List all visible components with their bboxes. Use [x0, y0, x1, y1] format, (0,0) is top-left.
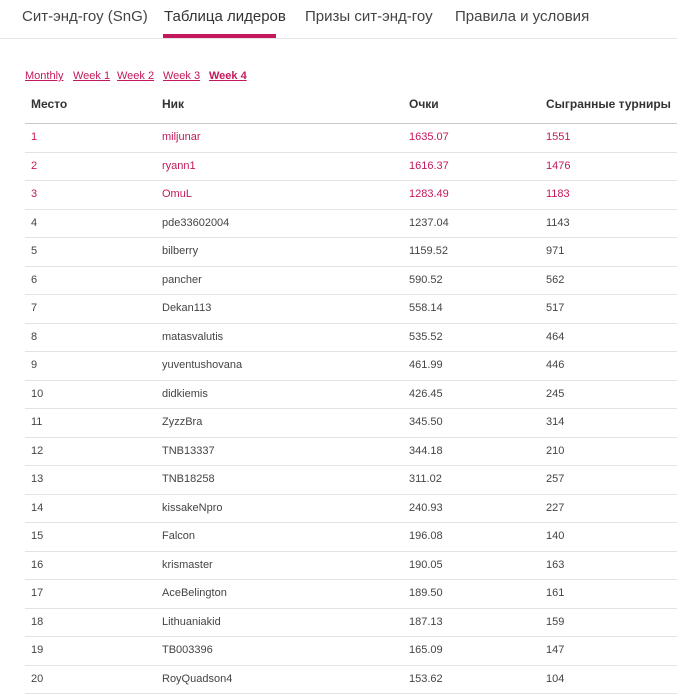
nick-cell: kissakeNpro	[162, 501, 223, 514]
points-cell: 240.93	[409, 501, 443, 514]
points-cell: 345.50	[409, 416, 443, 428]
tournaments-cell: 227	[546, 501, 565, 514]
table-row	[25, 324, 677, 353]
place-cell: 20	[31, 672, 44, 685]
place-cell: 17	[31, 587, 44, 599]
points-cell: 196.08	[409, 530, 443, 542]
place-cell: 13	[31, 473, 44, 485]
period-week-4[interactable]: Week 4	[209, 70, 247, 82]
place-cell: 15	[31, 530, 44, 542]
table-row	[25, 124, 677, 153]
tournaments-cell: 1551	[546, 131, 571, 143]
points-cell: 1237.04	[409, 216, 449, 229]
table-row	[25, 466, 677, 495]
place-cell: 9	[31, 359, 38, 371]
table-row	[25, 409, 677, 438]
tournaments-cell: 314	[546, 416, 565, 428]
points-cell: 461.99	[409, 359, 443, 371]
active-tab-indicator	[163, 34, 276, 38]
nick-cell: Falcon	[162, 530, 196, 542]
place-cell: 2	[31, 159, 38, 172]
place-cell: 16	[31, 558, 44, 571]
table-body	[25, 124, 677, 694]
nick-cell: bilberry	[162, 245, 199, 257]
points-cell: 1159.52	[409, 245, 448, 257]
table-row	[25, 580, 677, 609]
tab-sng[interactable]: Сит-энд-гоу (SnG)	[22, 8, 148, 25]
tournaments-cell: 1143	[546, 216, 570, 229]
place-cell: 11	[31, 416, 43, 428]
points-cell: 426.45	[409, 387, 443, 400]
nick-cell: pancher	[162, 273, 202, 286]
tournaments-cell: 257	[546, 473, 565, 485]
points-cell: 1616.37	[409, 159, 449, 172]
table-header	[25, 94, 677, 124]
nick-cell: RoyQuadson4	[162, 672, 233, 685]
column-header-place: Место	[31, 97, 68, 111]
points-cell: 190.05	[409, 558, 443, 571]
tournaments-cell: 161	[546, 587, 565, 599]
points-cell: 311.02	[409, 473, 442, 485]
table-row	[25, 381, 677, 410]
place-cell: 18	[31, 615, 44, 628]
table-row	[25, 210, 677, 239]
tab-terms[interactable]: Правила и условия	[455, 8, 590, 25]
table-row	[25, 552, 677, 581]
table-row	[25, 666, 677, 695]
place-cell: 3	[31, 188, 38, 200]
points-cell: 1635.07	[409, 131, 449, 143]
points-cell: 187.13	[409, 615, 443, 628]
tournaments-cell: 1183	[546, 188, 570, 200]
tournaments-cell: 210	[546, 444, 565, 457]
column-header-points: Очки	[409, 97, 439, 111]
nick-cell: krismaster	[162, 558, 213, 571]
nick-cell: pde33602004	[162, 216, 230, 229]
place-cell: 6	[31, 273, 38, 286]
nick-cell: AceBelington	[162, 587, 227, 599]
tournaments-cell: 245	[546, 387, 565, 400]
place-cell: 14	[31, 501, 44, 514]
place-cell: 19	[31, 644, 44, 656]
tab-sng-prizes[interactable]: Призы сит-энд-гоу	[305, 8, 433, 25]
tournaments-cell: 562	[546, 273, 565, 286]
tournaments-cell: 517	[546, 302, 565, 314]
nick-cell: TNB13337	[162, 444, 215, 457]
points-cell: 153.62	[409, 672, 443, 685]
nick-cell: yuventushovana	[162, 359, 243, 371]
table-row	[25, 295, 677, 324]
points-cell: 558.14	[409, 302, 443, 314]
period-week-1[interactable]: Week 1	[73, 70, 111, 82]
tournaments-cell: 446	[546, 359, 565, 371]
table-row	[25, 181, 677, 210]
period-week-3[interactable]: Week 3	[163, 70, 201, 82]
table-row	[25, 637, 677, 666]
tournaments-cell: 163	[546, 558, 565, 571]
place-cell: 5	[31, 245, 38, 257]
points-cell: 1283.49	[409, 188, 449, 200]
nick-cell: Dekan113	[162, 302, 212, 314]
tournaments-cell: 147	[546, 644, 565, 656]
tournaments-cell: 1476	[546, 159, 571, 172]
points-cell: 344.18	[409, 444, 443, 457]
table-row	[25, 495, 677, 524]
place-cell: 12	[31, 444, 44, 457]
column-header-nick: Ник	[162, 97, 185, 111]
table-row	[25, 609, 677, 638]
nick-cell: ryann1	[162, 159, 196, 172]
table-row	[25, 438, 677, 467]
table-row	[25, 153, 677, 182]
tournaments-cell: 140	[546, 530, 565, 542]
tournaments-cell: 104	[546, 672, 565, 685]
leaderboard-table	[25, 94, 677, 694]
period-monthly[interactable]: Monthly	[25, 70, 64, 82]
column-header-tournaments: Сыгранные турниры	[546, 97, 671, 111]
place-cell: 7	[31, 302, 38, 314]
points-cell: 165.09	[409, 644, 443, 656]
tab-bar	[0, 0, 677, 39]
table-row	[25, 238, 677, 267]
tab-leaderboard[interactable]: Таблица лидеров	[164, 8, 286, 25]
nick-cell: TNB18258	[162, 473, 215, 485]
points-cell: 590.52	[409, 273, 443, 286]
place-cell: 10	[31, 387, 44, 400]
place-cell: 8	[31, 330, 38, 343]
nick-cell: TB003396	[162, 644, 213, 656]
nick-cell: didkiemis	[162, 387, 208, 400]
nick-cell: Lithuaniakid	[162, 615, 221, 628]
period-week-2[interactable]: Week 2	[117, 70, 155, 82]
nick-cell: miljunar	[162, 131, 201, 143]
table-row	[25, 267, 677, 296]
nick-cell: matasvalutis	[162, 330, 224, 343]
nick-cell: OmuL	[162, 188, 192, 200]
tournaments-cell: 159	[546, 615, 565, 628]
nick-cell: ZyzzBra	[162, 416, 203, 428]
points-cell: 535.52	[409, 330, 443, 343]
place-cell: 1	[31, 131, 38, 143]
table-row	[25, 352, 677, 381]
table-row	[25, 523, 677, 552]
points-cell: 189.50	[409, 587, 443, 599]
place-cell: 4	[31, 216, 38, 229]
tournaments-cell: 464	[546, 330, 565, 343]
tournaments-cell: 971	[546, 245, 565, 257]
